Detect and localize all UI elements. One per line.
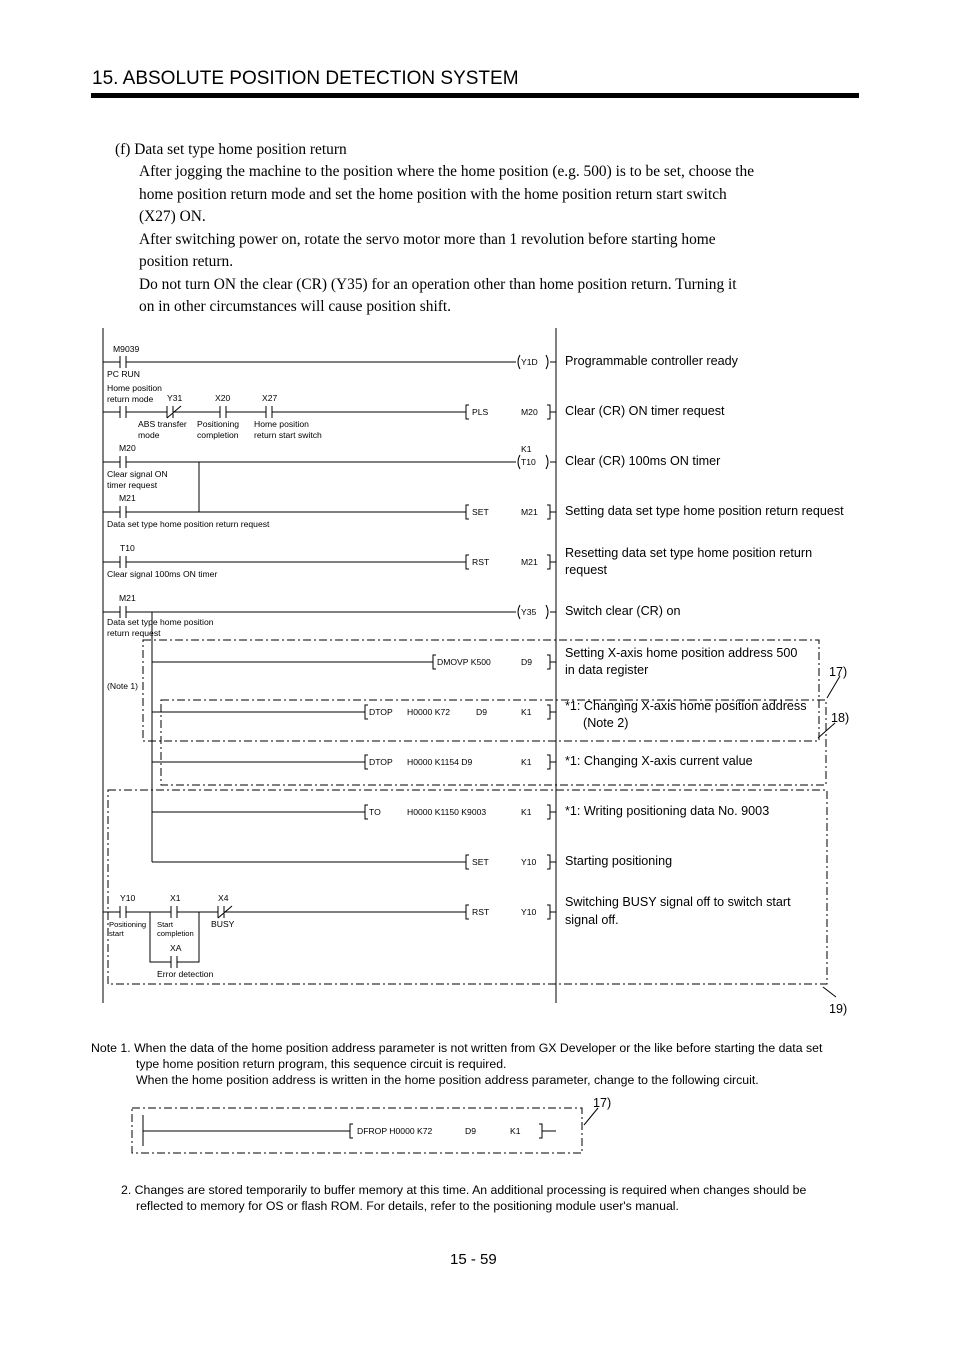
rst1-device: M21 — [521, 557, 538, 567]
to-args: H0000 K1150 K9003 — [407, 807, 487, 817]
alt-circuit-wire — [143, 1115, 350, 1146]
comment-rung-9: *1: Changing X-axis current value — [565, 754, 753, 768]
note1-line-1: Note 1. When the data of the home position address parameter is not written from GX Developer or the like before starting the data set — [91, 1041, 823, 1055]
paragraph-1-line-1: After jogging the machine to the position where the home position (e.g. 500) is to be set, choose the — [139, 163, 755, 180]
paragraph-2-line-2: position return. — [139, 253, 234, 270]
m21a-desc: Data set type home position return request — [107, 519, 270, 529]
y1d-label: Y1D — [521, 357, 538, 367]
to-k: K1 — [521, 807, 532, 817]
paragraph-3-line-1: Do not turn ON the clear (CR) (Y35) for an operation other than home position return. Turning it — [139, 275, 737, 293]
x27-desc-1: Home position — [254, 419, 309, 429]
comment-rung-2: Clear (CR) ON timer request — [565, 404, 725, 418]
x1-desc-1: Start — [157, 920, 174, 929]
callout-19-leader — [823, 987, 836, 997]
x4-label: X4 — [218, 893, 229, 903]
dmovp-device: D9 — [521, 657, 532, 667]
set1-device: M21 — [521, 507, 538, 517]
callout-17: 17) — [829, 665, 848, 679]
section-heading: (f) Data set type home position return — [115, 141, 347, 158]
m20-desc-2: timer request — [107, 480, 158, 490]
callout-19: 19) — [829, 1002, 848, 1016]
x1-label: X1 — [170, 893, 181, 903]
m20-desc-1: Clear signal ON — [107, 469, 168, 479]
rst1-label: RST — [472, 557, 490, 567]
comment-rung-5-line-1: Resetting data set type home position return — [565, 546, 813, 560]
comment-rung-1: Programmable controller ready — [565, 354, 738, 368]
comment-rung-8-line-1: *1: Changing X-axis home position address — [565, 699, 807, 713]
x20-desc-2: completion — [197, 430, 239, 440]
m9039-label: M9039 — [113, 344, 140, 354]
comment-rung-11: Starting positioning — [565, 854, 673, 868]
dtop1-d: D9 — [476, 707, 487, 717]
x27-label: X27 — [262, 393, 278, 403]
rung-5-wire — [103, 556, 466, 568]
home-mode-label-2: return mode — [107, 394, 154, 404]
pls-device: M20 — [521, 407, 538, 417]
dtop1-label: DTOP — [369, 707, 393, 717]
rung-2-wire — [103, 406, 466, 418]
comment-rung-8-line-2: (Note 2) — [583, 716, 629, 730]
note2-line-2: reflected to memory for OS or flash ROM. For details, refer to the positioning module user's manual. — [136, 1199, 679, 1213]
rung-12-wire — [103, 906, 466, 918]
comment-rung-12-line-2: signal off. — [565, 913, 619, 927]
comment-rung-12-line-1: Switching BUSY signal off to switch start — [565, 895, 791, 909]
pc-run-label: PC RUN — [107, 369, 140, 379]
page-number: 15 - 59 — [450, 1251, 497, 1268]
comment-rung-3: Clear (CR) 100ms ON timer — [565, 454, 721, 468]
dfrop-d: D9 — [465, 1126, 476, 1136]
rung-1-wire — [103, 356, 516, 368]
set2-device: Y10 — [521, 857, 537, 867]
dtop1-args: H0000 K72 — [407, 707, 451, 717]
y10-contact-label: Y10 — [120, 893, 136, 903]
callout-18: 18) — [831, 711, 850, 725]
t10-desc: Clear signal 100ms ON timer — [107, 569, 218, 579]
alt-callout-17: 17) — [593, 1096, 612, 1110]
dtop2-args: H0000 K1154 D9 — [407, 757, 473, 767]
rst2-label: RST — [472, 907, 490, 917]
rung-3-wire — [103, 456, 516, 468]
m21a-label: M21 — [119, 493, 136, 503]
rung-4-wire — [103, 506, 466, 518]
dtop2-label: DTOP — [369, 757, 393, 767]
note1-line-3: When the home position address is written in the home position address parameter, change to the following circuit. — [136, 1073, 759, 1087]
x27-desc-2: return start switch — [254, 430, 322, 440]
set1-label: SET — [472, 507, 489, 517]
dtop1-k: K1 — [521, 707, 532, 717]
k1-label: K1 — [521, 444, 532, 454]
busy-label: BUSY — [211, 919, 235, 929]
xa-label: XA — [170, 943, 182, 953]
comment-rung-10: *1: Writing positioning data No. 9003 — [565, 804, 770, 818]
y10-desc-1: Positioning — [109, 920, 147, 929]
dmovp-label: DMOVP K500 — [437, 657, 491, 667]
note2-line-1: 2. Changes are stored temporarily to buffer memory at this time. An additional processing is required when changes should be — [121, 1183, 807, 1197]
t10-coil-label: T10 — [521, 457, 536, 467]
paragraph-1-line-2: home position return mode and set the home position with the home position return start switch — [139, 185, 727, 203]
to-label: TO — [369, 807, 381, 817]
dfrop-k: K1 — [510, 1126, 521, 1136]
dfrop-command: DFROP H0000 K72 — [357, 1126, 433, 1136]
rst2-device: Y10 — [521, 907, 537, 917]
dtop2-k: K1 — [521, 757, 532, 767]
y31-label: Y31 — [167, 393, 183, 403]
paragraph-2-line-1: After switching power on, rotate the servo motor more than 1 revolution before starting home — [139, 230, 716, 248]
y10-desc-2: start — [109, 929, 124, 938]
m21b-desc-1: Data set type home position — [107, 617, 214, 627]
y31-desc-2: mode — [138, 430, 160, 440]
home-mode-label-1: Home position — [107, 383, 162, 393]
m21b-label: M21 — [119, 593, 136, 603]
pls-label: PLS — [472, 407, 489, 417]
comment-rung-7-line-2: in data register — [565, 663, 649, 677]
x1-desc-2: completion — [157, 929, 194, 938]
comment-rung-6: Switch clear (CR) on — [565, 604, 681, 618]
error-detection-label: Error detection — [157, 969, 214, 979]
comment-rung-4: Setting data set type home position return request — [565, 504, 844, 518]
note1-line-2: type home position return program, this sequence circuit is required. — [136, 1057, 507, 1071]
y31-desc-1: ABS transfer — [138, 419, 187, 429]
m21b-desc-2: return request — [107, 628, 161, 638]
paragraph-1-line-3: (X27) ON. — [139, 208, 206, 225]
set2-label: SET — [472, 857, 489, 867]
comment-rung-5-line-2: request — [565, 563, 608, 577]
paragraph-3-line-2: on in other circumstances will cause position shift. — [139, 298, 452, 315]
m20-label: M20 — [119, 443, 136, 453]
x20-desc-1: Positioning — [197, 419, 240, 429]
t10-contact-label: T10 — [120, 543, 135, 553]
note1-marker: (Note 1) — [107, 681, 139, 691]
comment-rung-7-line-1: Setting X-axis home position address 500 — [565, 646, 798, 660]
page-title: 15. ABSOLUTE POSITION DETECTION SYSTEM — [92, 68, 519, 89]
x20-label: X20 — [215, 393, 231, 403]
y35-label: Y35 — [521, 607, 537, 617]
